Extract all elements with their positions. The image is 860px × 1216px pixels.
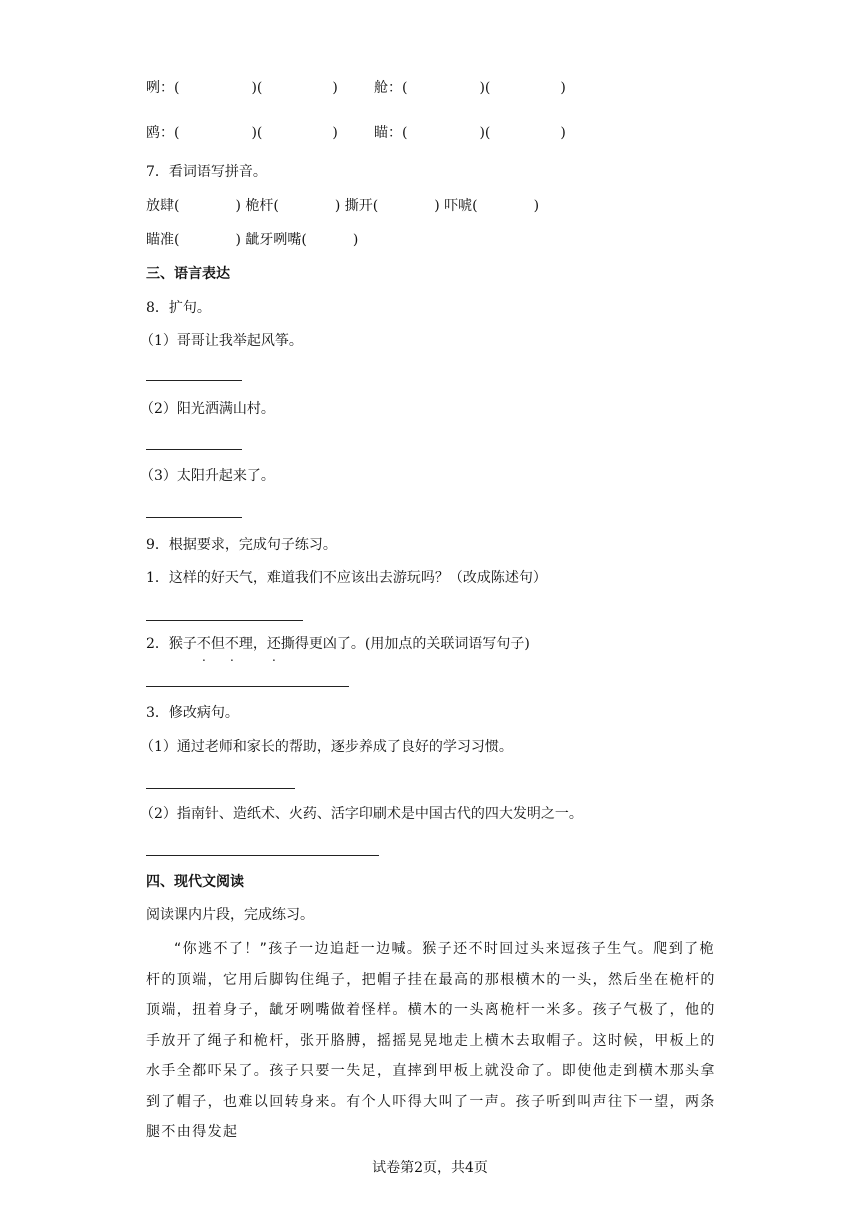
q9-2-pre: 2．猴子 — [146, 636, 197, 652]
answer-line[interactable] — [146, 788, 295, 789]
blank: )( — [479, 80, 491, 96]
page-footer: 试卷第2页，共4页 — [372, 1160, 488, 1176]
answer-line[interactable] — [146, 449, 242, 450]
q8-item-3: （3）太阳升起来了。 — [140, 468, 275, 484]
q9-2-mid1: 但 — [210, 636, 225, 652]
q9-3-1: （1）通过老师和家长的帮助，逐步养成了良好的学习习惯。 — [140, 739, 513, 755]
reading-passage: “你逃不了！”孩子一边追赶一边喊。猴子还不时回过头来逗孩子生气。爬到了桅杆的顶端，它用后脚钩住绳子，把帽子挂在最高的那根横木的一头，然后坐在桅杆的顶端，扭着身子，龇牙咧嘴做着怪样。横木的一头离桅杆一米多。孩子气极了，他的手放开了绳子和桅杆，张开胳膊，摇摇晃晃地走上横木去取帽子。这时候，甲板上的水手全都吓呆了。孩子只要一失足，直摔到甲板上就没命了。即使他走到横木那头拿到了帽子，也难以回转身来。有个人吓得大叫了一声。孩子听到叫声往下一望，两条腿不由得发起 — [146, 941, 716, 1140]
dotted-char: 还 — [266, 636, 281, 652]
answer-line[interactable] — [146, 620, 303, 621]
blank: )( — [251, 125, 263, 141]
q9-title: 9．根据要求，完成句子练习。 — [146, 537, 337, 553]
word-fangsi: 放肆( — [146, 198, 180, 214]
answer-line[interactable] — [146, 517, 242, 518]
q6-row-1b — [374, 78, 566, 98]
q9-2-post: 撕得更凶了。(用加点的关联词语写句子) — [280, 636, 530, 652]
q6-char-miao: 瞄：( — [374, 125, 408, 141]
word-weigan: ) 桅杆( — [235, 198, 279, 214]
q6-row-2b — [374, 123, 566, 143]
blank-end: ) — [352, 232, 359, 248]
word-xiahu: ) 吓唬( — [434, 198, 478, 214]
q6-row-2 — [146, 123, 338, 143]
q7-row-1 — [146, 196, 539, 216]
q8-title: 8．扩句。 — [146, 300, 211, 316]
word-ziyaliezui: ) 龇牙咧嘴( — [235, 232, 307, 248]
q9-2 — [146, 634, 530, 654]
q9-1: 1．这样的好天气，难道我们不应该出去游玩吗？（改成陈述句） — [146, 570, 547, 586]
blank-end: ) — [332, 80, 338, 96]
q8-item-1: （1）哥哥让我举起风筝。 — [140, 333, 303, 349]
q6-char-ou: 鸥：( — [146, 125, 180, 141]
q7-title: 7．看词语写拼音。 — [146, 164, 267, 180]
section-4-title: 四、现代文阅读 — [146, 874, 244, 890]
answer-line[interactable] — [146, 380, 242, 381]
blank-end: ) — [560, 125, 566, 141]
answer-line[interactable] — [146, 855, 379, 856]
q7-row-2 — [146, 230, 358, 250]
word-sikai: ) 撕开( — [334, 198, 379, 214]
blank: )( — [479, 125, 491, 141]
q9-2-mid2: 理， — [238, 636, 267, 652]
reading-intro: 阅读课内片段，完成练习。 — [146, 907, 314, 923]
dotted-char: 不 — [224, 636, 239, 652]
q6-char-cang: 舱：( — [374, 80, 408, 96]
q9-3-2: （2）指南针、造纸术、火药、活字印刷术是中国古代的四大发明之一。 — [140, 806, 583, 822]
answer-line[interactable] — [146, 686, 349, 687]
section-3-title: 三、语言表达 — [146, 266, 230, 282]
q8-item-2: （2）阳光洒满山村。 — [140, 401, 275, 417]
q6-row-1 — [146, 78, 338, 98]
q9-3: 3．修改病句。 — [146, 705, 239, 721]
q6-char-lie: 咧：( — [146, 80, 180, 96]
blank-end: ) — [560, 80, 566, 96]
word-miaozhun: 瞄准( — [146, 232, 180, 248]
blank-end: ) — [332, 125, 338, 141]
blank: )( — [251, 80, 263, 96]
dotted-char: 不 — [196, 636, 211, 652]
blank-end: ) — [533, 198, 540, 214]
